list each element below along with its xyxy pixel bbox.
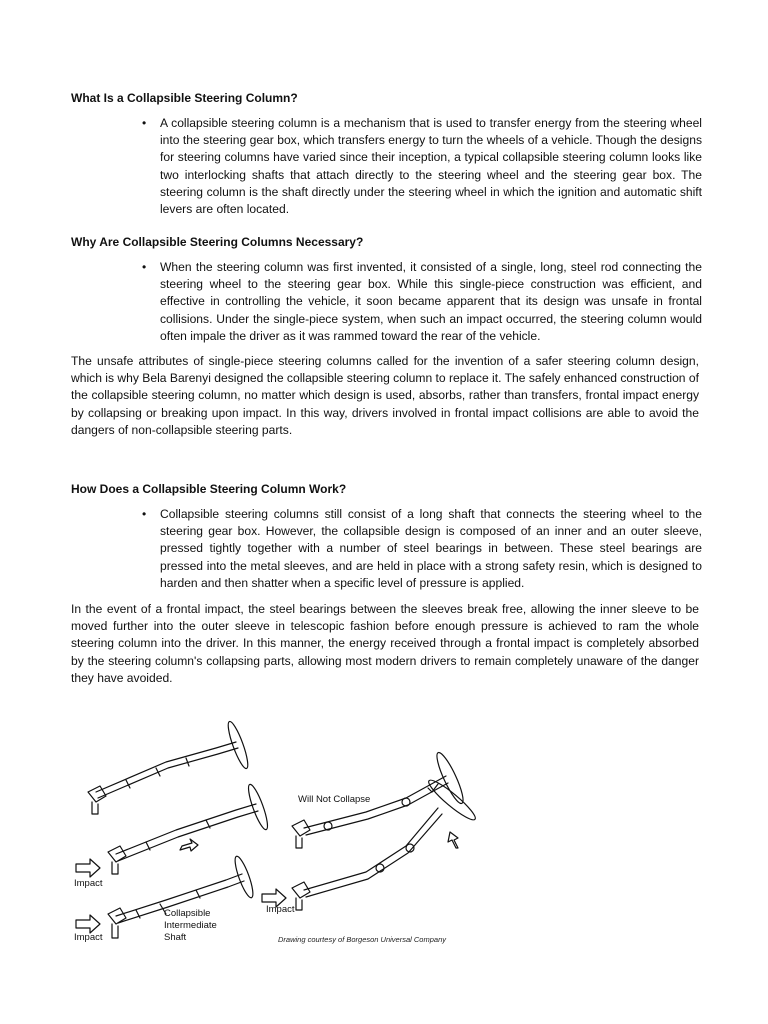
bullet-how <box>142 506 702 592</box>
bullet-what-text: A collapsible steering column is a mechanism that is used to transfer energy from the steering wheel into the steering gear box, which transfers energy to turn the wheels of a vehicle. Though the designs for steering columns have varied since their inception, a typical collapsible steering column looks like two interlocking shafts that attach directly to the steering wheel and the steering gear box. The steering column is the shaft directly under the steering wheel in which the ignition and automatic shift levers are often located. <box>160 116 702 217</box>
paragraph-why: The unsafe attributes of single-piece steering columns called for the invention of a safer steering column design, which is why Bela Barenyi designed the collapsible steering column to replace it. The safely enhanced construction of the collapsible steering column, no matter which design is used, absorbs, rather than transfers, frontal impact energy by collapsing or breaking upon impact. In this way, drivers involved in frontal impact collisions are able to avoid the dangers of non-collapsible steering parts. <box>71 354 699 437</box>
bullet-dot: • <box>142 116 147 130</box>
label-collapsible-2: Intermediate <box>164 920 217 931</box>
heading-what: What Is a Collapsible Steering Column? <box>71 91 298 105</box>
bullet-dot: • <box>142 507 147 521</box>
column-impact-1 <box>108 783 271 874</box>
figure-credit: Drawing courtesy of Borgeson Universal Company <box>278 935 446 944</box>
arrow-rigid-up <box>448 832 458 848</box>
label-impact-3: Impact <box>266 904 295 915</box>
label-collapsible-3: Shaft <box>164 932 187 943</box>
bullet-how-text: Collapsible steering columns still consist of a long shaft that connects the steering wheel to the steering gear box. However, the collapsible design is composed of an inner and an outer sleeve, pressed tightly together with a number of steel bearings in between. These steel bearings are pressed into the metal sleeves, and are held in place with a strong safety resin, which is designed to harden and then shatter when a specific level of pressure is applied. <box>160 507 702 590</box>
diagram-svg <box>66 714 486 954</box>
paragraph-how: In the event of a frontal impact, the steel bearings between the sleeves break free, allowing the inner sleeve to be moved further into the outer sleeve in telescopic fashion before enough pressure is achieved to ram the whole steering column into the driver. In this manner, the energy received through a frontal impact is completely absorbed by the steering column's collapsing parts, allowing most modern drivers to remain completely unaware of the danger they have avoided. <box>71 602 699 685</box>
bullet-what <box>142 115 702 218</box>
label-collapsible-1: Collapsible <box>164 908 211 919</box>
arrow-impact-1 <box>76 859 100 877</box>
label-will-not-collapse: Will Not Collapse <box>298 794 371 805</box>
arrow-collapse-1 <box>180 839 198 851</box>
bullet-why <box>142 259 702 345</box>
label-impact-1: Impact <box>74 878 103 889</box>
bullet-dot: • <box>142 260 147 274</box>
column-normal <box>88 720 251 814</box>
heading-why: Why Are Collapsible Steering Columns Necessary? <box>71 235 364 249</box>
steering-column-diagram <box>66 714 486 954</box>
arrow-impact-2 <box>76 915 100 933</box>
bullet-why-text: When the steering column was first invented, it consisted of a single, long, steel rod connecting the steering wheel to the steering gear box. While this single-piece construction was efficient, and effective in controlling the vehicle, it soon became apparent that its design was unsafe in frontal collisions. Under the single-piece system, when such an impact occurred, the steering column would often impale the driver as it was rammed toward the rear of the vehicle. <box>160 260 702 343</box>
heading-how: How Does a Collapsible Steering Column Work? <box>71 482 347 496</box>
label-impact-2: Impact <box>74 932 103 943</box>
